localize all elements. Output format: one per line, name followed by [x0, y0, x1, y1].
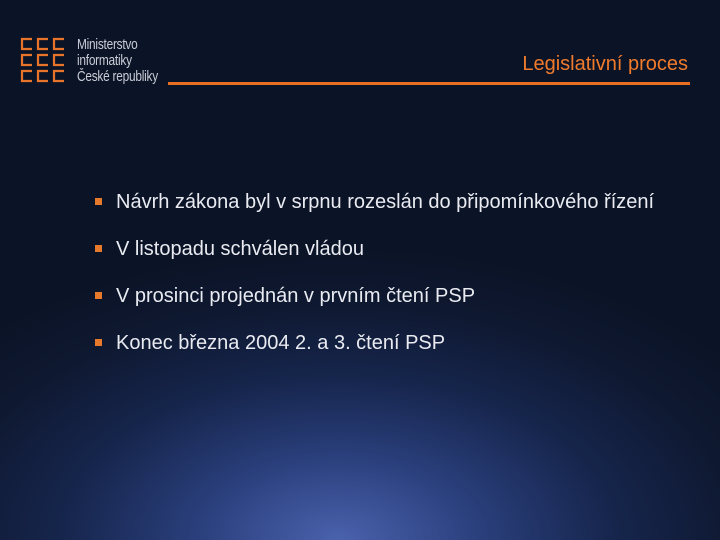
- square-bullet-icon: [95, 292, 102, 299]
- bullet-item: [95, 284, 655, 308]
- title-underline: [168, 82, 690, 85]
- bullet-list: [95, 190, 655, 378]
- square-bullet-icon: [95, 245, 102, 252]
- ministry-logo: [20, 37, 180, 92]
- logo-line-2: informatiky: [77, 53, 132, 69]
- bullet-text: Konec března 2004 2. a 3. čtení PSP: [116, 332, 446, 354]
- slide-title: Legislativní proces: [522, 53, 688, 75]
- bullet-item: [95, 190, 655, 214]
- bullet-text: V listopadu schválen vládou: [116, 238, 364, 260]
- logo-line-1: Ministerstvo: [77, 37, 138, 53]
- logo-line-3: České republiky: [77, 69, 158, 85]
- bullet-item: [95, 331, 655, 355]
- square-bullet-icon: [95, 198, 102, 205]
- bullet-text: Návrh zákona byl v srpnu rozeslán do připomínkového řízení: [116, 191, 655, 213]
- square-bullet-icon: [95, 339, 102, 346]
- logo-mark-icon: [20, 37, 72, 83]
- bullet-item: [95, 237, 655, 261]
- logo-text: [77, 37, 176, 85]
- bullet-text: V prosinci projednán v prvním čtení PSP: [116, 285, 476, 307]
